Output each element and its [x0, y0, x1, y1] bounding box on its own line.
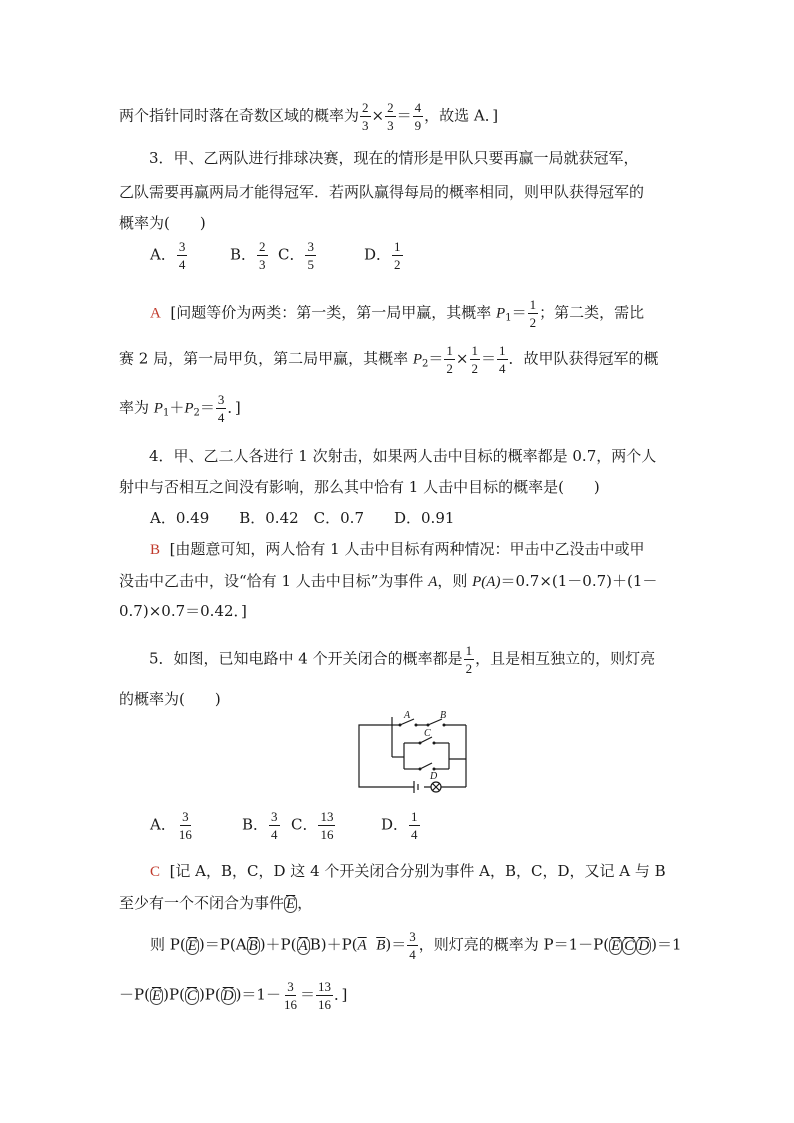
q4-options[interactable]: A．0.49 B．0.42 C．0.7 D．0.91 — [150, 509, 455, 527]
q3-solution-line-2: 赛 2 局，第一局甲负，第二局甲赢，其概率 $P_2=$ $\frac{1}{2}$ × $\frac{1}{2}$ ＝ $\frac{1}{4}$ ．故甲队获得冠军的概 — [119, 343, 659, 376]
circuit-label-d: D — [430, 771, 438, 782]
q5-line-1: 5．如图，已知电路中 4 个开关闭合的概率都是 $\frac{1}{2}$ ，且是相互独立的，则灯亮 — [149, 643, 656, 676]
q5-solution-line-1: C [记 A，B，C，D 这 4 个开关闭合分别为事件 A，B，C，D，又记 A 与 B — [150, 862, 666, 880]
q5-option-b[interactable]: B． $\frac{3}{4}$ — [242, 809, 278, 842]
q3-line-1: 3．甲、乙两队进行排球决赛，现在的情形是甲队只要再赢一局就获冠军， — [149, 149, 639, 167]
q3-option-d[interactable]: D． $\frac{1}{2}$ — [364, 239, 401, 272]
q3-option-a[interactable]: A． $\frac{3}{4}$ — [150, 239, 186, 272]
q3-line-3: 概率为( ) — [119, 214, 206, 232]
q5-answer: C — [150, 864, 161, 880]
q5-solution-line-4: －P( $\overline{E}$ )P( $\overline{C}$ )P( $\overline{D}$ )＝1－ $\frac{3}{16}$ ＝ $\frac{13}{16}$ ．] — [119, 979, 348, 1012]
q5-option-c[interactable]: C． $\frac{13}{16}$ — [291, 809, 334, 842]
q3-solution-line-1: A [问题等价为两类：第一类，第一局甲赢，其概率 $P_1=$ $\frac{1}{2}$ ；第二类，需比 — [150, 297, 645, 330]
q4-line-1: 4．甲、乙二人各进行 1 次射击，如果两人击中目标的概率都是 0.7，两个人 — [149, 447, 657, 465]
q5-line-2: 的概率为( ) — [119, 690, 221, 708]
q4-solution-line-2: 没击中乙击中，设“恰有 1 人击中目标”为事件 A，则 P(A)＝0.7×(1－0.7)＋(1－ — [119, 572, 658, 590]
q3-options — [150, 240, 404, 271]
q3-solution-line-3: 率为 $P_1+P_2=$ $\frac{3}{4}$ ．] — [119, 392, 241, 425]
circuit-label-c: C — [424, 728, 431, 739]
q4-answer: B — [150, 542, 161, 558]
q3-option-c[interactable]: C． $\frac{3}{5}$ — [278, 239, 314, 272]
q4-line-2: 射中与否相互之间没有影响，那么其中恰有 1 人击中目标的概率是( ) — [119, 478, 600, 496]
q5-option-d[interactable]: D． $\frac{1}{4}$ — [381, 809, 418, 842]
circuit-label-b: B — [440, 710, 447, 721]
fraction: $\frac{2}{3}$ — [387, 100, 394, 133]
continuation-line: 两个指针同时落在奇数区域的概率为 $\frac{2}{3}$ × $\frac{2}{3}$ ＝ $\frac{4}{9}$ ，故选 A．] — [119, 100, 499, 133]
fraction: $\frac{4}{9}$ — [414, 100, 422, 133]
circuit-diagram — [354, 707, 474, 793]
q4-solution-line-3: 0.7)×0.7＝0.42．] — [119, 602, 247, 620]
q4-solution-line-1: B [由题意可知，两人恰有 1 人击中目标有两种情况：甲击中乙没击中或甲 — [150, 540, 645, 558]
q3-answer: A — [150, 305, 161, 322]
q5-solution-line-2: 至少有一个不闭合为事件 $\overline{E}$ ， — [119, 894, 313, 912]
fraction: $\frac{2}{3}$ — [362, 100, 369, 133]
q5-solution-line-3: 则 P( $\overline{E}$ )＝P(A $\overline{B}$ )＋P( $\overline{A}$ $B)+P(\overline{A}$ $\overline{B})=$ $\frac{3}{4}$ ，则灯亮的概率为 P＝1－P( $\overline{E}$ $\overline{C}$ $\overline{D}$ )＝1 — [150, 929, 682, 962]
continuation-text: 两个指针同时落在奇数区域的概率为 — [119, 106, 360, 125]
circuit-label-a: A — [404, 710, 411, 721]
q3-option-b[interactable]: B． $\frac{2}{3}$ — [230, 239, 266, 272]
q3-line-2: 乙队需要再赢两局才能得冠军．若两队赢得每局的概率相同，则甲队获得冠军的 — [119, 183, 645, 201]
q5-options — [150, 810, 421, 841]
q5-option-a[interactable]: A． $\frac{3}{16}$ — [150, 809, 192, 842]
